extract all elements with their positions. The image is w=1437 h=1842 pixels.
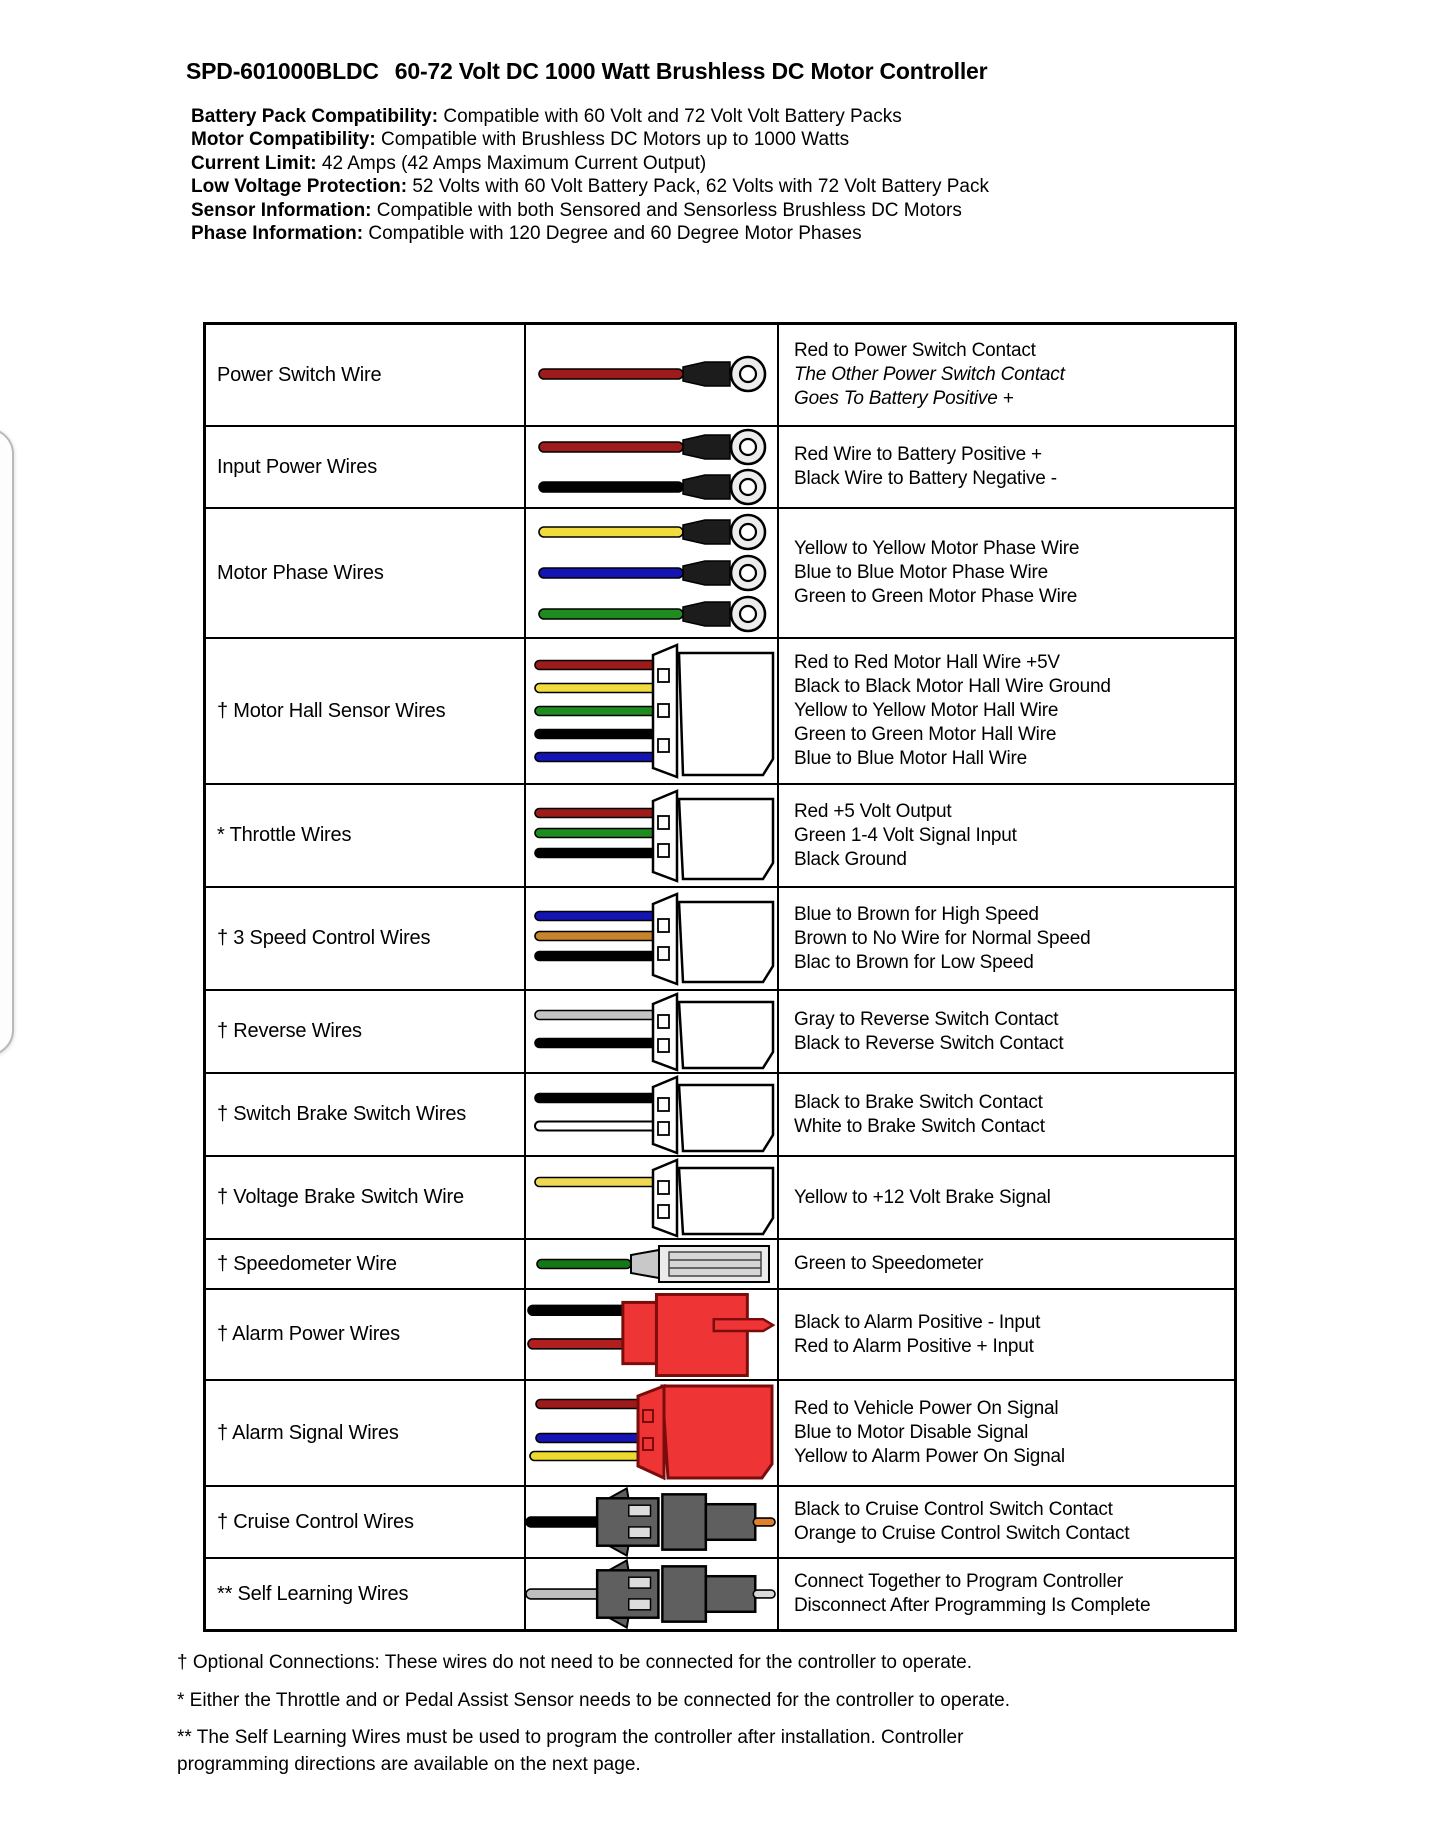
wire-name: † Reverse Wires (206, 991, 526, 1072)
wire-description-line: Black to Alarm Positive - Input (794, 1311, 1041, 1333)
wire-illustration (526, 1487, 779, 1557)
spec-line: Low Voltage Protection: 52 Volts with 60 Volt Battery Pack, 62 Volts with 72 Volt Battery Pack (191, 176, 989, 198)
wire-description (779, 509, 1234, 637)
wire-description-line: The Other Power Switch Contact (794, 364, 1065, 385)
spade-terminal-icon (531, 1241, 773, 1287)
wire-name: † Motor Hall Sensor Wires (206, 639, 526, 783)
table-row (206, 991, 1234, 1074)
wire-description-line: Blue to Brown for High Speed (794, 903, 1039, 925)
wire-description-line: Gray to Reverse Switch Contact (794, 1008, 1059, 1030)
wire-description (779, 888, 1234, 989)
wire-description-line: Connect Together to Program Controller (794, 1571, 1123, 1592)
wire-description (779, 1487, 1234, 1557)
wire-description-line: Blac to Brown for Low Speed (794, 951, 1034, 973)
plug-connector-icon (527, 641, 777, 781)
wire-description (779, 639, 1234, 783)
wire-illustration (526, 325, 779, 425)
table-row (206, 888, 1234, 991)
wire-name: † Speedometer Wire (206, 1240, 526, 1288)
wire-name: Motor Phase Wires (206, 509, 526, 637)
wire-description (779, 1157, 1234, 1238)
wire-description-line: Black Wire to Battery Negative - (794, 468, 1057, 489)
wire-illustration (526, 509, 779, 637)
note (177, 1650, 1010, 1677)
wire-description-line: Black Ground (794, 848, 907, 870)
table-row (206, 1487, 1234, 1559)
wire-description-line: Green to Green Motor Hall Wire (794, 724, 1057, 745)
footnotes (177, 1650, 1010, 1789)
note-line: programming directions are available on the next page. (177, 1753, 641, 1775)
wire-description (779, 1074, 1234, 1155)
plug-connector-icon (527, 787, 777, 885)
wire-description (779, 785, 1234, 886)
wire-description (779, 1290, 1234, 1379)
table-row (206, 427, 1234, 509)
wire-description-line: Yellow to Yellow Motor Phase Wire (794, 538, 1080, 559)
table-row (206, 1240, 1234, 1290)
ring-terminal-icon (533, 427, 771, 507)
model-number: SPD-601000BLDC (186, 58, 379, 84)
ring-terminal-icon (533, 353, 771, 397)
table-row (206, 1157, 1234, 1240)
wire-illustration (526, 1074, 779, 1155)
wire-illustration (526, 1290, 779, 1379)
wire-illustration (526, 888, 779, 989)
wire-description-line: Yellow to Alarm Power On Signal (794, 1446, 1065, 1467)
spec-line: Battery Pack Compatibility: Compatible with 60 Volt and 72 Volt Volt Battery Packs (191, 106, 902, 127)
wire-description-line: Red to Power Switch Contact (794, 340, 1036, 361)
wire-description (779, 427, 1234, 507)
plug-connector-icon (527, 1074, 777, 1155)
inline-connector-icon (526, 1487, 777, 1557)
wire-description-line: Black to Reverse Switch Contact (794, 1032, 1064, 1054)
wire-illustration (526, 1559, 779, 1629)
wire-illustration (526, 1381, 779, 1485)
table-row (206, 1074, 1234, 1157)
wire-name: Input Power Wires (206, 427, 526, 507)
note-line: † Optional Connections: These wires do not need to be connected for the controller to operate. (177, 1652, 972, 1673)
wire-description-line: Yellow to Yellow Motor Hall Wire (794, 700, 1059, 721)
wire-name: † Alarm Signal Wires (206, 1381, 526, 1485)
wire-illustration (526, 1157, 779, 1238)
wire-name: ** Self Learning Wires (206, 1559, 526, 1629)
table-row (206, 785, 1234, 888)
plug-connector-icon (527, 991, 777, 1072)
spec-list (191, 105, 989, 245)
wire-illustration (526, 1240, 779, 1288)
wire-illustration (526, 427, 779, 507)
wire-description-line: Green to Green Motor Phase Wire (794, 586, 1078, 607)
wire-description (779, 991, 1234, 1072)
table-row (206, 509, 1234, 639)
note (177, 1688, 1010, 1715)
plug-connector-icon (527, 1157, 777, 1238)
table-row (206, 1559, 1234, 1629)
plug-connector-icon (527, 890, 777, 988)
wire-name: Power Switch Wire (206, 325, 526, 425)
wire-illustration (526, 785, 779, 886)
wire-description-line: Green to Speedometer (794, 1253, 984, 1274)
wire-description (779, 1559, 1234, 1629)
wire-name: † Switch Brake Switch Wires (206, 1074, 526, 1155)
table-row (206, 325, 1234, 427)
wire-description-line: Red +5 Volt Output (794, 800, 952, 822)
table-row (206, 1290, 1234, 1381)
spec-line: Sensor Information: Compatible with both Sensored and Sensorless Brushless DC Motors (191, 199, 962, 221)
wire-name: * Throttle Wires (206, 785, 526, 886)
wire-description (779, 1381, 1234, 1485)
wire-description-line: Blue to Blue Motor Phase Wire (794, 562, 1048, 583)
wire-description-line: Green 1-4 Volt Signal Input (794, 824, 1017, 846)
wire-name: † Cruise Control Wires (206, 1487, 526, 1557)
wire-description-line: Red to Alarm Positive + Input (794, 1335, 1034, 1357)
note-line: ** The Self Learning Wires must be used to program the controller after installation. Controller (177, 1727, 964, 1748)
wire-description-line: Red to Vehicle Power On Signal (794, 1398, 1059, 1419)
spec-line: Motor Compatibility: Compatible with Brushless DC Motors up to 1000 Watts (191, 129, 850, 151)
wire-description-line: Blue to Blue Motor Hall Wire (794, 748, 1028, 769)
left-edge-card (0, 428, 14, 1056)
wire-name: † Voltage Brake Switch Wire (206, 1157, 526, 1238)
wire-description-line: Black to Brake Switch Contact (794, 1091, 1043, 1113)
wire-name: † Alarm Power Wires (206, 1290, 526, 1379)
wire-description-line: Yellow to +12 Volt Brake Signal (794, 1186, 1051, 1208)
ring-terminal-icon (533, 511, 771, 635)
wire-description-line: White to Brake Switch Contact (794, 1115, 1045, 1137)
t-plug-icon (526, 1292, 777, 1378)
note-line: * Either the Throttle and or Pedal Assist Sensor needs to be connected for the controller to operate. (177, 1689, 1010, 1711)
inline-connector-icon (526, 1559, 777, 1629)
wiring-table (203, 322, 1237, 1632)
product-name: 60-72 Volt DC 1000 Watt Brushless DC Motor Controller (394, 58, 988, 84)
wire-description-line: Red to Red Motor Hall Wire +5V (794, 652, 1060, 673)
relay-connector-icon (528, 1382, 776, 1484)
table-row (206, 639, 1234, 785)
wire-name: † 3 Speed Control Wires (206, 888, 526, 989)
wire-description-line: Disconnect After Programming Is Complete (794, 1595, 1151, 1616)
table-row (206, 1381, 1234, 1487)
wire-description-line: Brown to No Wire for Normal Speed (794, 927, 1091, 949)
wire-description (779, 1240, 1234, 1288)
wire-illustration (526, 991, 779, 1072)
wire-description-line: Blue to Motor Disable Signal (794, 1422, 1029, 1443)
wire-description (779, 325, 1234, 425)
wire-description-line: Goes To Battery Positive + (794, 388, 1014, 409)
spec-line: Current Limit: 42 Amps (42 Amps Maximum Current Output) (191, 152, 707, 174)
wire-illustration (526, 639, 779, 783)
wire-description-line: Orange to Cruise Control Switch Contact (794, 1523, 1130, 1544)
spec-line: Phase Information: Compatible with 120 Degree and 60 Degree Motor Phases (191, 223, 862, 245)
wire-description-line: Black to Cruise Control Switch Contact (794, 1499, 1113, 1520)
wire-description-line: Black to Black Motor Hall Wire Ground (794, 676, 1111, 697)
page-title (186, 58, 987, 85)
note (177, 1725, 1010, 1778)
wire-description-line: Red Wire to Battery Positive + (794, 444, 1042, 465)
